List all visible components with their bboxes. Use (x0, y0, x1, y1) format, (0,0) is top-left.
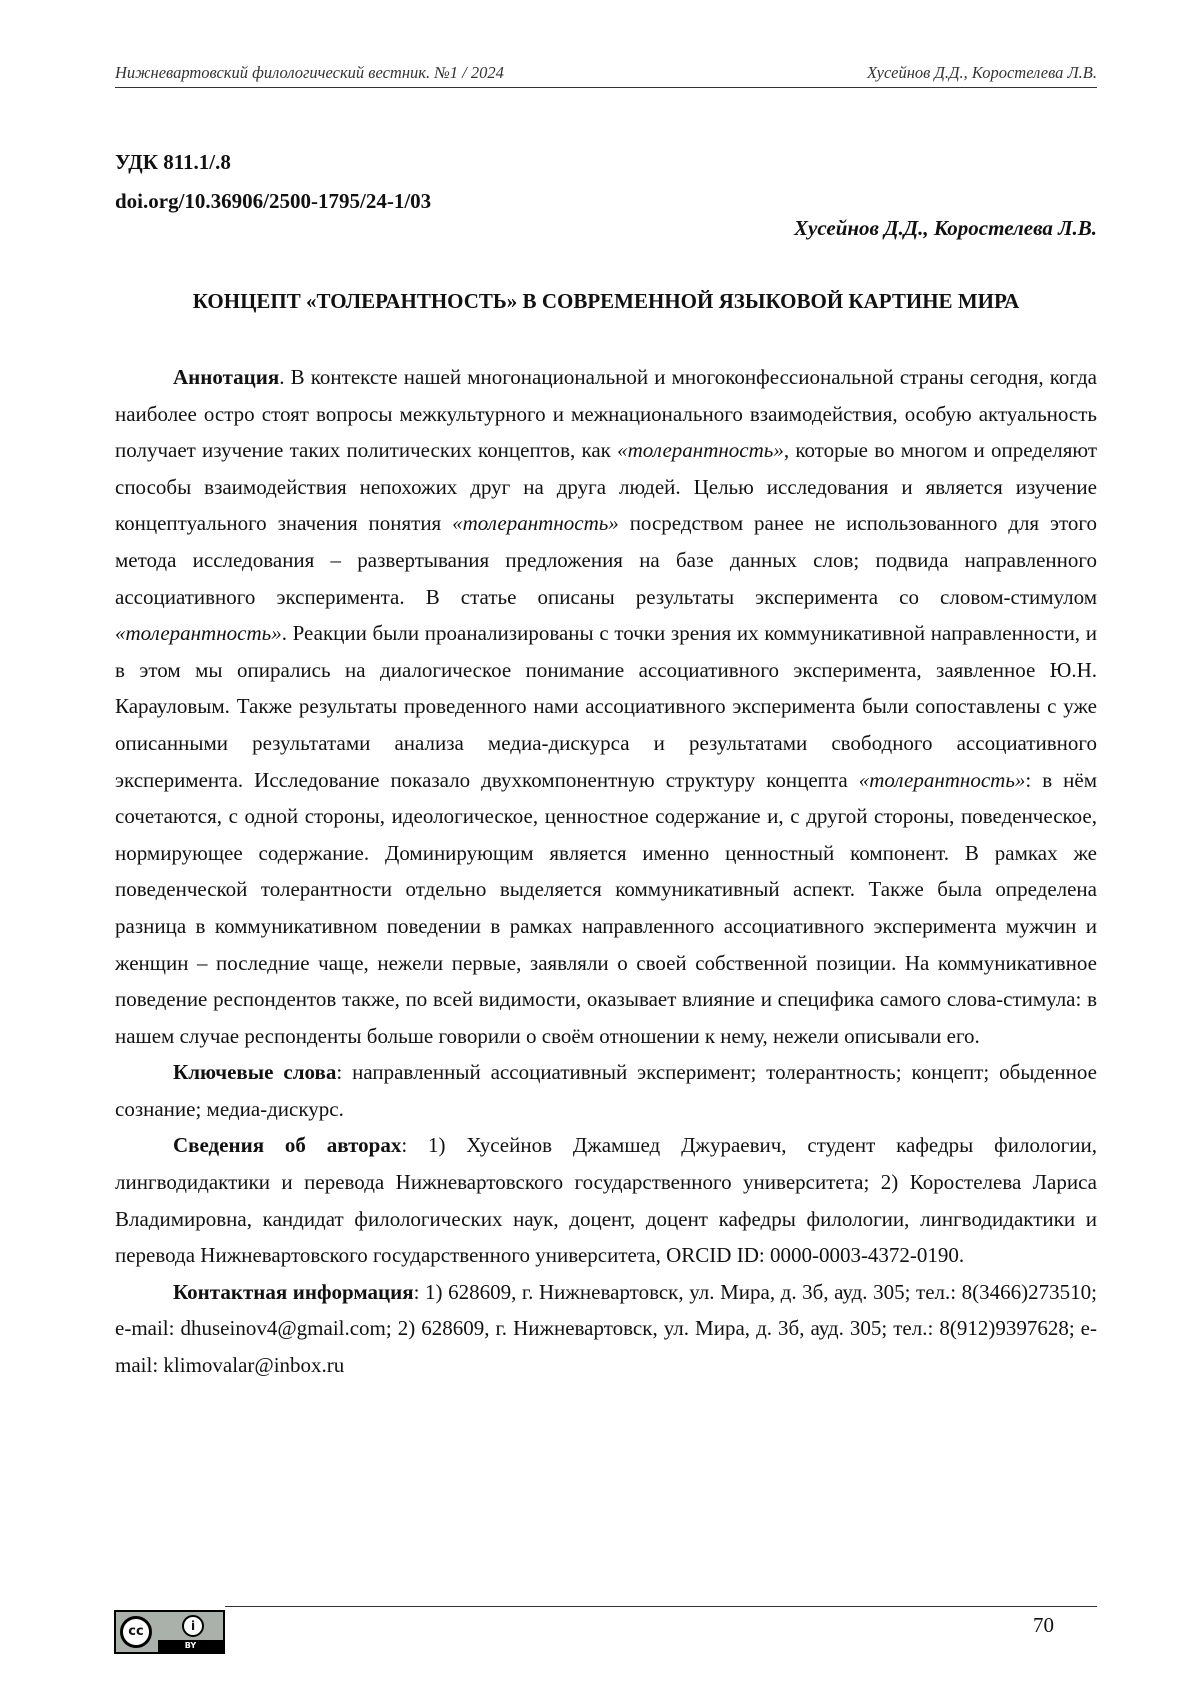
authors-info-paragraph (115, 1127, 1097, 1273)
abstract-term-4: «толерантность» (858, 767, 1026, 792)
abstract-text-5: : в нём сочетаются, с одной стороны, идеологическое, ценностное содержание и, с другой стороны, поведенческое, нормирующее содержание. Доминирующим является именно ценностный компонент. В рамках же поведенческой толерантности отдельно выделяется коммуникативный аспект. Также была определена разница в коммуникативном поведении в рамках направленного ассоциативного эксперимента мужчин и женщин – последние чаще, нежели первые, заявляли о своей собственной позиции. На коммуникативное поведение респондентов также, по всей видимости, оказывает влияние и специфика самого слова-стимула: в нашем случае респонденты больше говорили о своём отношении к нему, нежели описывали его. (115, 767, 1097, 1048)
article-front-matter (115, 359, 1097, 1384)
keywords-paragraph (115, 1054, 1097, 1127)
license-by-label: BY (158, 1640, 223, 1652)
abstract-term-1: «толерантность» (617, 438, 784, 463)
abstract-text-2: , которые во многом и определяют способы взаимодействия непохожих друг на друга людей. Целью исследования и является изучение концептуального значения понятия (115, 438, 1097, 536)
doi-link[interactable]: doi.org/10.36906/2500-1795/24-1/03 (115, 189, 432, 213)
keywords-text: : направленный ассоциативный эксперимент; толерантность; концепт; обыденное сознание; медиа-дискурс. (115, 1060, 1097, 1121)
abstract-term-3: «толерантность» (115, 621, 282, 646)
abstract-paragraph (115, 359, 1097, 1054)
contacts-paragraph (115, 1274, 1097, 1384)
keywords-label: Ключевые слова (173, 1060, 337, 1085)
journal-name: Нижневартовский филологический вестник. №1 / 2024 (115, 63, 504, 82)
attribution-person-icon: i (182, 1615, 204, 1637)
abstract-term-2: «толерантность» (452, 511, 619, 536)
running-header (115, 63, 1097, 88)
authors-info-text: : 1) Хусейнов Джамшед Джураевич, студент кафедры филологии, лингводидактики и перевода Нижневартовского государственного университета; 2) Коростелева Лариса Владимировна, кандидат филологических наук, доцент, доцент кафедры филологии, лингводидактики и перевода Нижневартовского государственного университета, ORCID ID: 0000-0003-4372-0190. (115, 1133, 1098, 1268)
header-authors: Хусейнов Д.Д., Коростелева Л.В. (866, 63, 1097, 82)
authors-info-label: Сведения об авторах (173, 1133, 402, 1158)
creative-commons-icon: cc (120, 1616, 152, 1648)
article-meta (115, 143, 431, 221)
udc-code: УДК 811.1/.8 (115, 150, 231, 174)
contacts-label: Контактная информация (173, 1279, 414, 1304)
abstract-text-4: . Реакции были проанализированы с точки зрения их коммуникативной направленности, и в этом мы опирались на диалогическое понимание ассоциативного эксперимента, заявленное Ю.Н. Карауловым. Также результаты проведенного нами ассоциативного эксперимента были сопоставлены с уже описанными результатами анализа медиа-дискурса и результатами свободного ассоциативного эксперимента. Исследование показало двухкомпонентную структуру концепта (115, 621, 1097, 792)
abstract-text-3: посредством ранее не использованного для этого метода исследования – развертывания предложения на базе данных слов; подвида направленного ассоциативного эксперимента. В статье описаны результаты эксперимента со словом-стимулом (115, 511, 1097, 609)
footer-divider (225, 1606, 1097, 1607)
article-title: КОНЦЕПТ «ТОЛЕРАНТНОСТЬ» В СОВРЕМЕННОЙ ЯЗЫКОВОЙ КАРТИНЕ МИРА (192, 289, 1020, 313)
abstract-label: Аннотация (173, 365, 280, 389)
cc-by-icon[interactable] (114, 1610, 225, 1654)
article-authors: Хусейнов Д.Д., Коростелева Л.В. (794, 216, 1097, 240)
page-number: 70 (1033, 1613, 1054, 1637)
abstract-text-1: . В контексте нашей многонациональной и многоконфессиональной страны сегодня, когда наиболее остро стоят вопросы межкультурного и межнационального взаимодействия, особую актуальность получает изучение таких политических концептов, как (115, 365, 1097, 463)
contacts-text: : 1) 628609, г. Нижневартовск, ул. Мира, д. 3б, ауд. 305; тел.: 8(3466)273510; e-mail: dhuseinov4@gmail.com; 2) 628609, г. Нижневартовск, ул. Мира, д. 3б, ауд. 305; тел.: 8(912)9397628; e-mail: klimovalar@inbox.ru (115, 1279, 1097, 1378)
